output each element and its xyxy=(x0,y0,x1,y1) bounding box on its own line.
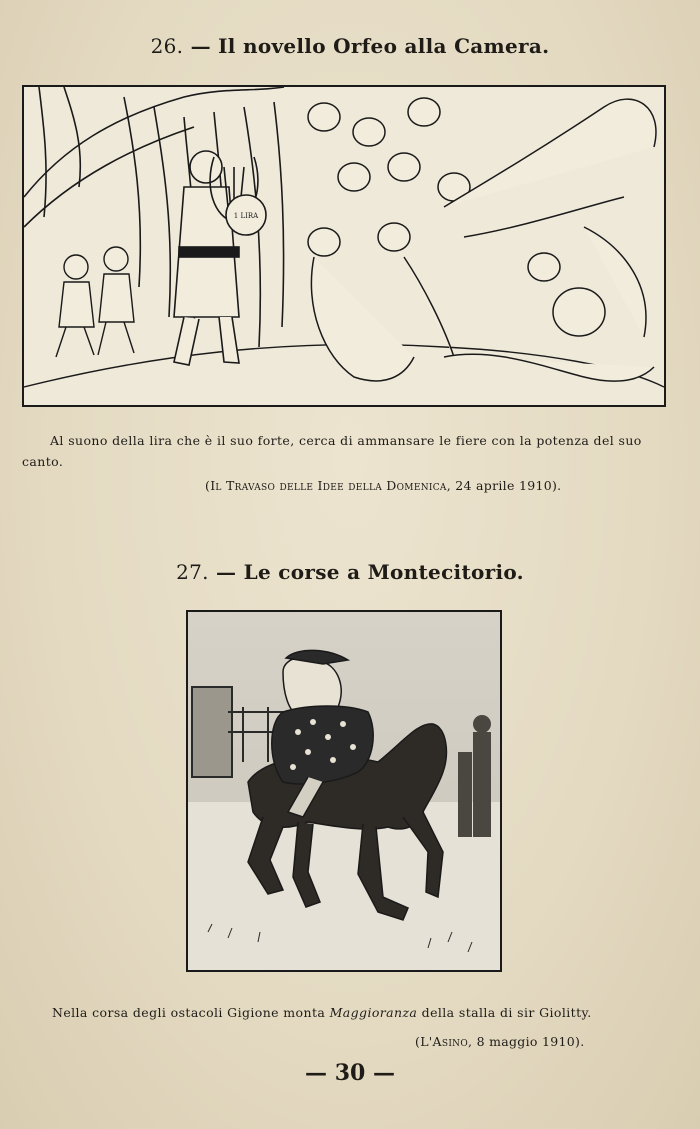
figure-26-source-publication: Il Travaso delle Idee della Domenica xyxy=(210,478,447,493)
figure-26-caption: Al suono della lira che è il suo forte, cerca di ammansare le fiere con la potenza del suo canto. xyxy=(22,433,642,469)
page-number: — 30 — xyxy=(305,1060,395,1086)
figure-27-illustration xyxy=(186,610,502,972)
figure-26-title-text: Il novello Orfeo alla Camera. xyxy=(218,34,550,58)
figure-27-source-publication: L'Asino xyxy=(420,1034,469,1049)
figure-27-dash: — xyxy=(216,560,237,584)
figure-26-source xyxy=(205,478,561,493)
figure-26-source-date: , 24 aprile 1910). xyxy=(446,478,562,493)
figure-27-source-date: , 8 maggio 1910). xyxy=(468,1034,585,1049)
figure-27-caption xyxy=(52,1002,672,1023)
figure-26-number: 26. xyxy=(150,34,184,58)
figure-26-source-open: ( xyxy=(205,478,211,493)
figure-26-dash: — xyxy=(190,34,211,58)
figure-26-illustration xyxy=(22,85,666,407)
figure-27-caption-post: della stalla di sir Giolitty. xyxy=(417,1005,592,1020)
figure-27-number: 27. xyxy=(176,560,209,584)
lyre-coin-text: 1 LIRA xyxy=(233,212,259,220)
figure-27-source xyxy=(415,1034,584,1049)
figure-27-title-text: Le corse a Montecitorio. xyxy=(243,560,524,584)
figure-27-caption-italic: Maggioranza xyxy=(329,1005,418,1020)
figure-26-title xyxy=(0,34,700,58)
figure-27-source-open: ( xyxy=(415,1034,421,1049)
figure-27-title xyxy=(0,560,700,584)
orpheus-cartoon-drawing xyxy=(24,87,664,405)
jockey-cartoon-drawing xyxy=(188,612,500,970)
figure-27-caption-pre: Nella corsa degli ostacoli Gigione monta xyxy=(52,1005,330,1020)
